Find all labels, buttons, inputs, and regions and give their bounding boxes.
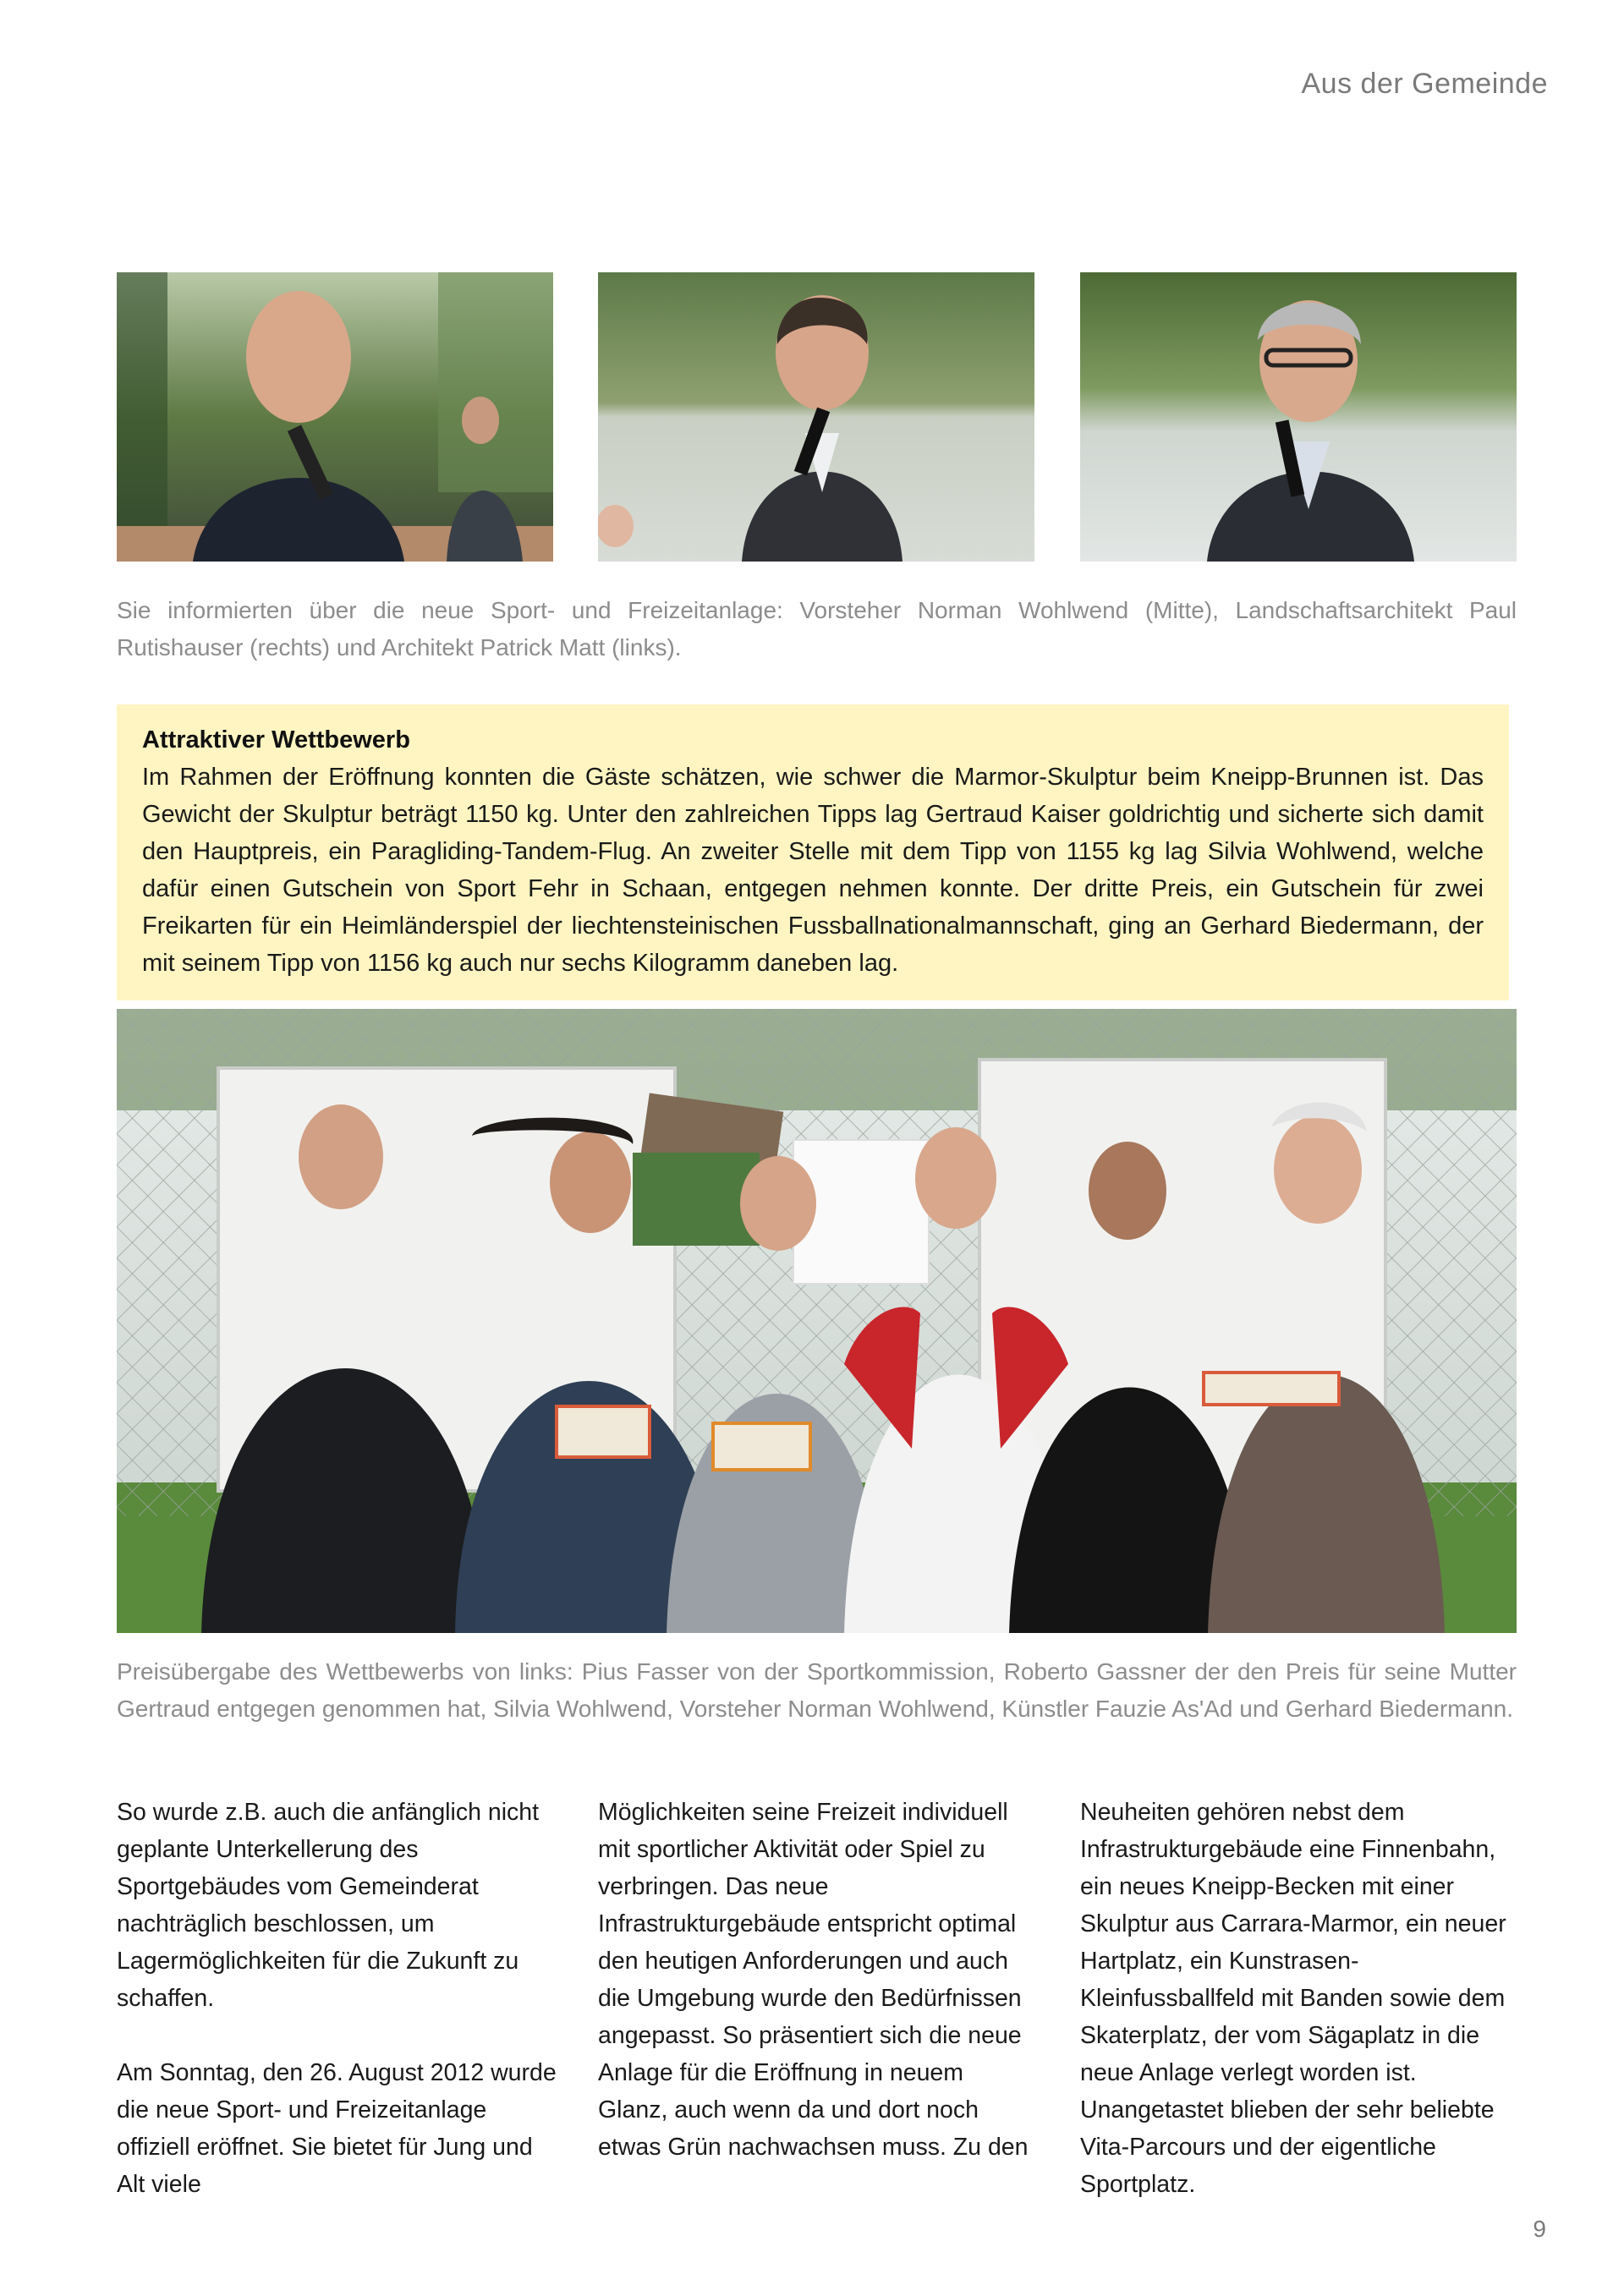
infobox-heading: Attraktiver Wettbewerb (142, 726, 410, 753)
group-photo-caption: Preisübergabe des Wettbewerbs von links: Pius Fasser von der Sportkommission, Roberto Gassner der den Preis für seine Mutter Gertraud entgegen genommen hat, Silvia Wohlwend, Vorsteher Norman Wohlwend, Künstler Fauzie As'Ad und Gerhard Biedermann. (117, 1658, 1517, 1722)
column-2-paragraph: Möglichkeiten seine Freizeit individuell mit sportlicher Aktivität oder Spiel zu verbringen. Das neue Infrastrukturgebäude entspricht optimal den heutigen Anforderungen und auch die Umgebung wurde den Bedürfnissen angepasst. So präsentiert sich die neue Anlage für die Eröffnung in neuem Glanz, auch wenn da und dort noch etwas Grün nachwachsen muss. Zu den (598, 1799, 1029, 2161)
article-column-3 (1080, 1794, 1520, 2240)
photo-speaker-left (117, 272, 553, 562)
article-column-2 (598, 1794, 1038, 2203)
infobox-text: Im Rahmen der Eröffnung konnten die Gäste schätzen, wie schwer die Marmor-Skulptur beim Kneipp-Brunnen ist. Das Gewicht der Skulptur beträgt 1150 kg. Unter den zahlreichen Tipps lag Gertraud Kaiser goldrichtig und sicherte sich damit den Hauptpreis, ein Paragliding-Tandem-Flug. An zweiter Stelle mit dem Tipp von 1155 kg lag Silvia Wohlwend, welche dafür einen Gutschein von Sport Fehr in Schaan, entgegen nehmen konnte. Der dritte Preis, ein Gutschein für zwei Freikarten für ein Heimländerspiel der liechtensteinischen Fussballnationalmannschaft, ging an Gerhard Biedermann, der mit seinem Tipp von 1156 kg auch nur sechs Kilogramm daneben lag. (142, 764, 1484, 977)
column-1-paragraph-1: So wurde z.B. auch die anfänglich nicht geplante Unterkellerung des Sportgebäudes vom Gemeinderat nachträglich beschlossen, um Lagermöglichkeiten für die Zukunft zu schaffen. (117, 1799, 540, 2012)
photo-speaker-right (1080, 272, 1517, 562)
group-photo (117, 1009, 1517, 1633)
competition-infobox (117, 704, 1509, 1000)
column-1-paragraph-2: Am Sonntag, den 26. August 2012 wurde die neue Sport- und Freizeitanlage offiziell eröffnet. Sie bietet für Jung und Alt viele (117, 2059, 557, 2198)
page-number: 9 (1533, 2216, 1546, 2242)
section-title: Aus der Gemeinde (1301, 68, 1548, 100)
column-3-paragraph: Neuheiten gehören nebst dem Infrastrukturgebäude eine Finnenbahn, ein neues Kneipp-Becken mit einer Skulptur aus Carrara-Marmor, ein neuer Hartplatz, ein Kunstrasen-Kleinfussballfeld mit Banden sowie dem Skaterplatz, der vom Sägaplatz in die neue Anlage verlegt worden ist. Unangetastet blieben der sehr beliebte Vita-Parcours und der eigentliche Sportplatz. (1080, 1799, 1506, 2198)
photo-speaker-center (598, 272, 1034, 562)
top-photos-caption: Sie informierten über die neue Sport- und Freizeitanlage: Vorsteher Norman Wohlwend (Mitte), Landschaftsarchitekt Paul Rutishauser (rechts) und Architekt Patrick Matt (links). (117, 597, 1517, 660)
article-column-1 (117, 1794, 557, 2240)
